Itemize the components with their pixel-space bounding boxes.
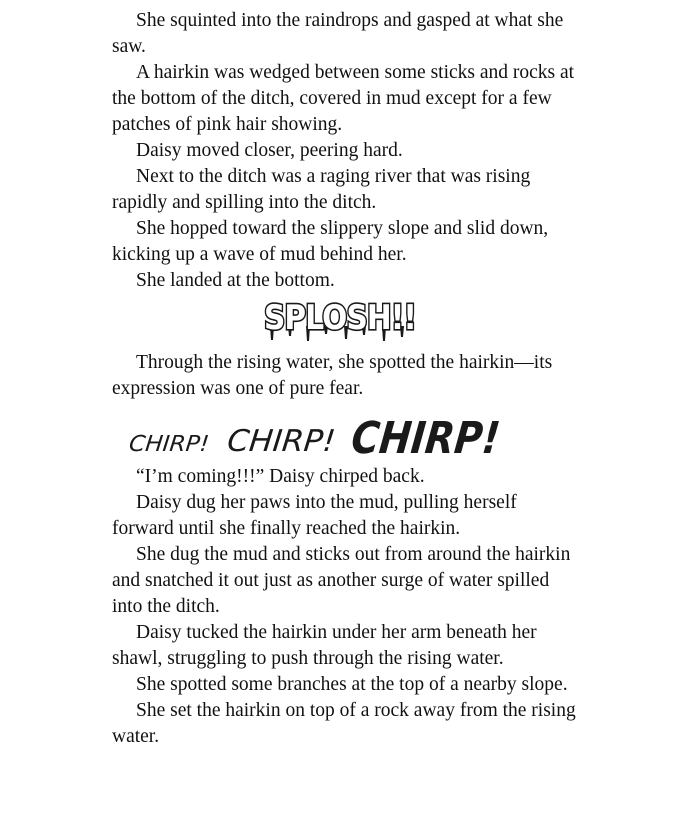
paragraph: She spotted some branches at the top of a nearby slope. [136, 674, 568, 695]
text-block-closing [112, 464, 582, 750]
paragraph: A hairkin was wedged between some sticks and rocks at the bottom of the ditch, covered in mud except for a few patches of pink hair showing. [112, 62, 575, 135]
paragraph: Next to the ditch was a raging river that was rising rapidly and spilling into the ditch. [112, 166, 531, 213]
paragraph: She set the hairkin on top of a rock away from the rising water. [112, 700, 576, 747]
chirp-text-large: CHIRP! [349, 413, 526, 464]
splosh-sound-effect [262, 296, 418, 342]
paragraph: Daisy dug her paws into the mud, pulling herself forward until she finally reached the hairkin. [112, 492, 517, 539]
paragraph: “I’m coming!!!” Daisy chirped back. [136, 466, 425, 487]
paragraph: She landed at the bottom. [136, 270, 335, 291]
text-block-opening [112, 8, 582, 294]
splosh-text: SPLOSH!! [264, 298, 416, 338]
paragraph: Through the rising water, she spotted the hairkin—its expression was one of pure fear. [112, 352, 553, 399]
chirp-text-small: CHIRP! [127, 432, 207, 457]
paragraph: Daisy moved closer, peering hard. [136, 140, 403, 161]
paragraph: She hopped toward the slippery slope and slid down, kicking up a wave of mud behind her. [112, 218, 549, 265]
paragraph: She squinted into the raindrops and gasped at what she saw. [112, 10, 564, 57]
text-block-middle [112, 350, 582, 402]
chirp-text-medium: CHIRP! [225, 424, 333, 459]
chirp-sound-effect [127, 407, 526, 464]
paragraph: Daisy tucked the hairkin under her arm beneath her shawl, struggling to push through the rising water. [112, 622, 537, 669]
paragraph: She dug the mud and sticks out from around the hairkin and snatched it out just as another surge of water spilled into the ditch. [112, 544, 571, 617]
